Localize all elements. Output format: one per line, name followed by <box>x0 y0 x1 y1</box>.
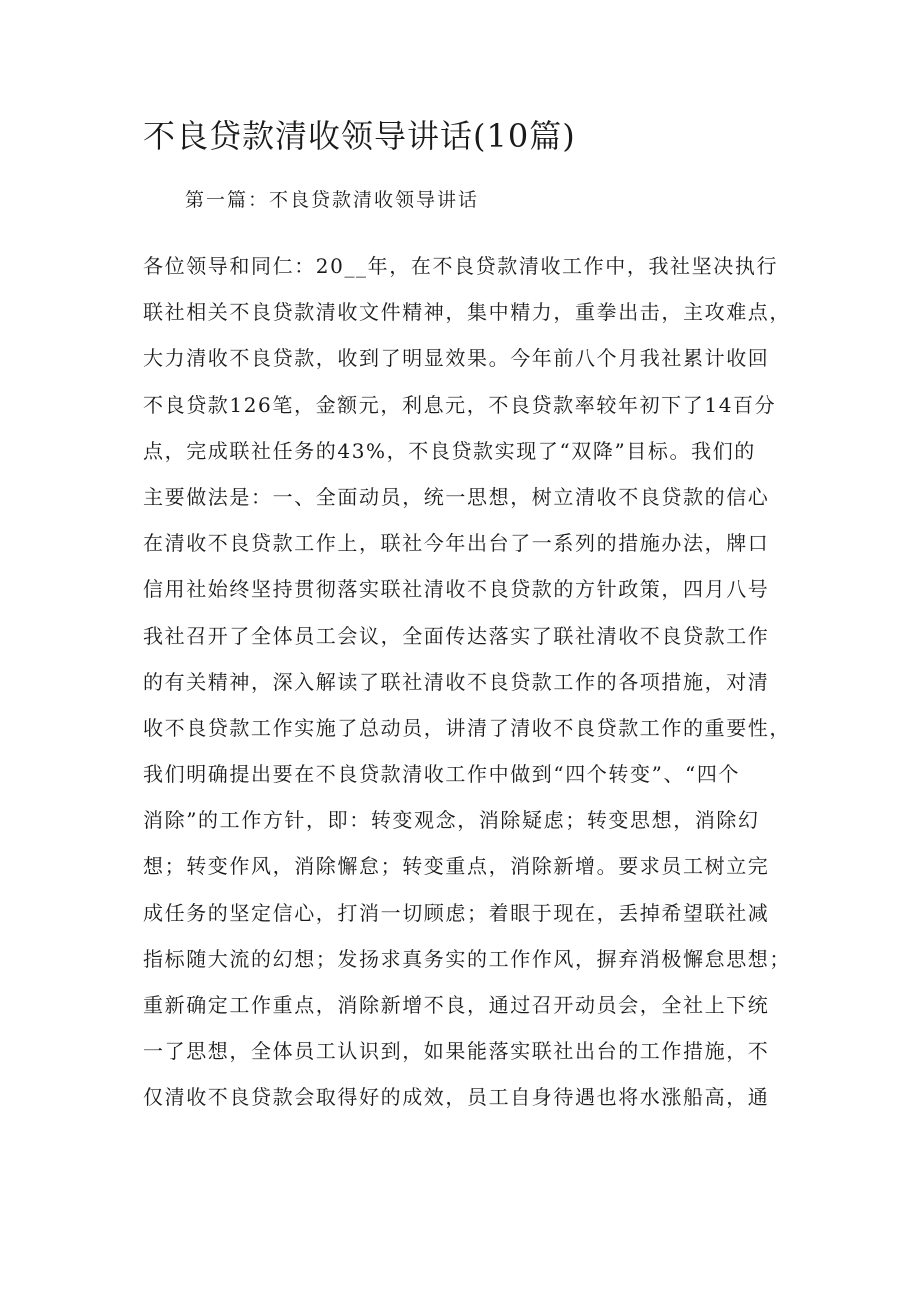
text-line: 的有关精神，深入解读了联社清收不良贷款工作的各项措施，对清 <box>143 669 770 694</box>
text-line: 我社召开了全体员工会议，全面传达落实了联社清收不良贷款工作 <box>143 623 770 648</box>
text-line: 重新确定工作重点，消除新增不良，通过召开动员会，全社上下统 <box>143 993 770 1017</box>
text-line: 大力清收不良贷款，收到了明显效果。今年前八个月我社累计收回 <box>143 346 770 371</box>
text-line: 消除”的工作方针，即：转变观念，消除疑虑；转变思想，消除幻 <box>143 808 760 833</box>
text-line: 仅清收不良贷款会取得好的成效，员工自身待遇也将水涨船高，通 <box>143 1085 770 1110</box>
text-line: 一了思想，全体员工认识到，如果能落实联社出台的工作措施，不 <box>143 1039 770 1064</box>
text-line: 成任务的坚定信心，打消一切顾虑；着眼于现在，丢掉希望联社减 <box>143 900 770 925</box>
section-heading: 第一篇：不良贷款清收领导讲话 <box>185 189 480 211</box>
text-line: 主要做法是：一、全面动员，统一思想，树立清收不良贷款的信心 <box>143 484 770 509</box>
text-line: 联社相关不良贷款清收文件精神，集中精力，重拳出击，主攻难点， <box>143 300 791 325</box>
document-title: 不良贷款清收领导讲话(10篇) <box>143 117 576 155</box>
text-line: 想；转变作风，消除懈怠；转变重点，消除新增。要求员工树立完 <box>143 854 770 879</box>
text-line: 收不良贷款工作实施了总动员，讲清了清收不良贷款工作的重要性， <box>143 715 791 740</box>
text-line: 指标随大流的幻想；发扬求真务实的工作作风，摒弃消极懈怠思想； <box>143 946 791 971</box>
text-line: 点，完成联社任务的43%，不良贷款实现了“双降”目标。我们的 <box>143 438 756 463</box>
body-text <box>143 248 803 1126</box>
text-line: 在清收不良贷款工作上，联社今年出台了一系列的措施办法，牌口 <box>143 531 770 556</box>
text-line: 各位领导和同仁：20__年，在不良贷款清收工作中，我社坚决执行 <box>143 254 779 278</box>
text-line: 我们明确提出要在不良贷款清收工作中做到“四个转变”、“四个 <box>143 762 741 787</box>
text-line: 不良贷款126笔，金额元，利息元，不良贷款率较年初下了14百分 <box>143 392 777 417</box>
text-line: 信用社始终坚持贯彻落实联社清收不良贷款的方针政策，四月八号 <box>143 577 770 602</box>
